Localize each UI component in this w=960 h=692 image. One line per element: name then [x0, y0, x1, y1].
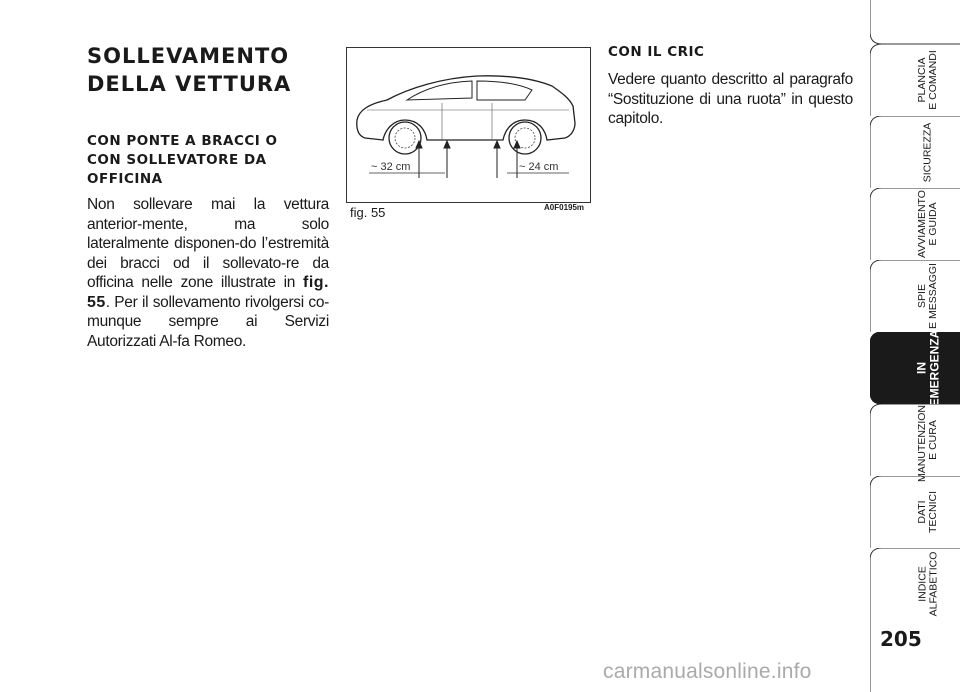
tab-plancia-e-comandi[interactable]: [870, 44, 960, 116]
rear-window: [477, 81, 532, 100]
rear-lift-arrowhead-1: [494, 141, 500, 148]
subsection-title: [87, 132, 329, 189]
subtitle-line-1: CON PONTE A BRACCI O: [87, 133, 278, 149]
tab-in-emergenza[interactable]: [870, 329, 960, 407]
subtitle-line-3: OFFICINA: [87, 171, 163, 187]
tab-label: MANUTENZIONE E CURA: [916, 398, 939, 482]
tab-label: DATI TECNICI: [916, 491, 939, 533]
jack-paragraph: Vedere quanto descritto al paragrafo “Sostituzione di una ruota” in questo capitolo.: [608, 71, 853, 127]
figure-caption: fig. 55: [350, 205, 386, 220]
title-line-1: SOLLEVAMENTO: [87, 44, 290, 68]
tab-avviamento-e-guida[interactable]: [870, 188, 960, 260]
front-wheel: [389, 122, 421, 154]
tab-label: AVVIAMENTO E GUIDA: [916, 190, 940, 258]
tab-label: SICUREZZA: [921, 122, 934, 182]
tab-sicurezza[interactable]: [870, 116, 960, 188]
tab-label: SPIE E MESSAGGI: [916, 263, 939, 329]
tab-label: INDICE ALFABETICO: [916, 551, 939, 617]
subtitle-line-2: CON SOLLEVATORE DA: [87, 152, 267, 168]
figure-reference: fig. 55: [87, 274, 329, 311]
section-title: [87, 42, 329, 98]
rear-height-label: ~ 24 cm: [519, 161, 559, 173]
tab-top-border: [870, 0, 960, 44]
jack-subtitle: CON IL CRIC: [608, 44, 705, 60]
tab-spie-e-messaggi[interactable]: [870, 260, 960, 332]
watermark: carmanualsonline.info: [603, 660, 812, 683]
left-column: [87, 42, 329, 351]
tab-manutenzione-e-cura[interactable]: [870, 398, 960, 482]
car-side-illustration: [347, 48, 590, 202]
rear-wheel: [509, 122, 541, 154]
front-height-label: ~ 32 cm: [371, 161, 411, 173]
page-number: 205: [880, 627, 922, 651]
car-lifting-figure: [346, 47, 591, 203]
front-window: [407, 81, 472, 100]
chapter-tabs: [870, 0, 960, 692]
car-body-outline: [357, 76, 575, 140]
figure-code: A0F0195m: [544, 203, 585, 212]
tab-label: IN EMERGENZA: [914, 329, 942, 407]
right-column: [608, 44, 853, 129]
paragraph-text-1: Non sollevare mai la vettura anterior-mente, ma solo lateralmente disponen-do l’estremità dei bracci od il sollevato-re da officina nelle zone illustrate in: [87, 196, 329, 291]
paragraph-text-2: . Per il sollevamento rivolgersi co-munque sempre ai Servizi Autorizzati Al-fa Romeo.: [87, 293, 329, 350]
tab-label: PLANCIA E COMANDI: [915, 50, 939, 110]
lifting-paragraph: [87, 195, 329, 351]
title-line-2: DELLA VETTURA: [87, 72, 292, 96]
front-lift-arrowhead-2: [444, 141, 450, 148]
tab-indice-alfabetico[interactable]: [870, 548, 960, 620]
tab-dati-tecnici[interactable]: [870, 476, 960, 548]
